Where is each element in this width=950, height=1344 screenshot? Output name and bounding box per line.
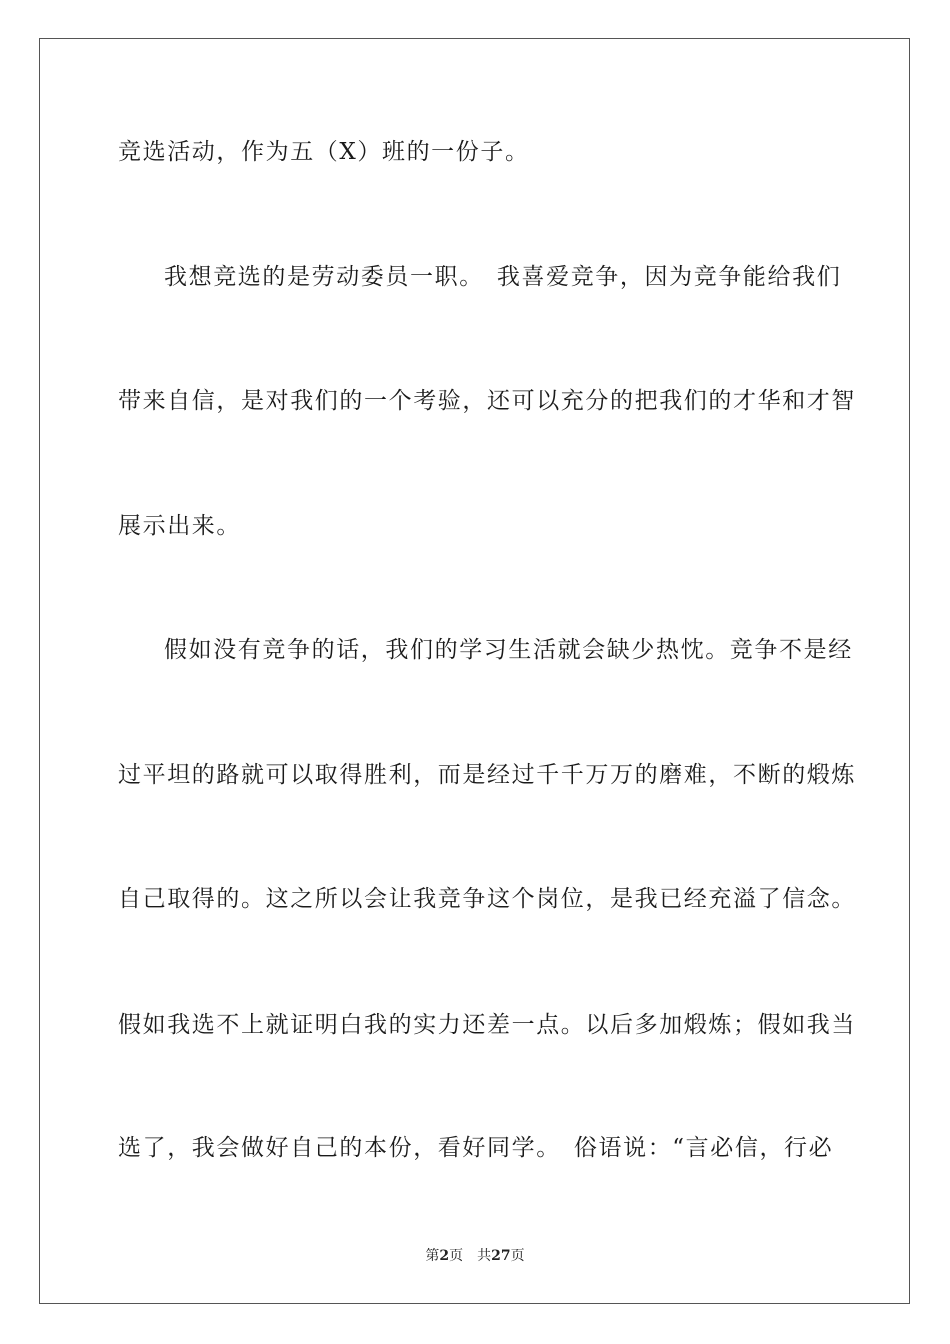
text-line-9: 选了，我会做好自己的本份，看好同学。 俗语说：“言必信，行必 bbox=[118, 1135, 834, 1161]
page-suffix: 页 bbox=[449, 1248, 464, 1264]
total-suffix: 页 bbox=[510, 1248, 525, 1264]
page-number: 2 bbox=[439, 1248, 450, 1264]
text-line-4: 展示出来。 bbox=[118, 513, 241, 539]
text-line-2: 我想竞选的是劳动委员一职。 我喜爱竞争，因为竞争能给我们 bbox=[164, 264, 842, 290]
text-line-3: 带来自信，是对我们的一个考验，还可以充分的把我们的才华和才智 bbox=[118, 388, 856, 414]
total-prefix: 共 bbox=[477, 1248, 492, 1264]
text-line-7: 自己取得的。这之所以会让我竞争这个岗位，是我已经充溢了信念。 bbox=[118, 886, 856, 912]
text-line-8: 假如我选不上就证明白我的实力还差一点。以后多加煅炼；假如我当 bbox=[118, 1012, 856, 1038]
page-border bbox=[39, 38, 910, 1304]
page-footer bbox=[0, 1247, 950, 1265]
text-line-5: 假如没有竞争的话，我们的学习生活就会缺少热忱。竞争不是经 bbox=[164, 637, 853, 663]
page-prefix: 第 bbox=[425, 1248, 440, 1264]
text-line-1: 竞选活动，作为五（X）班的一份子。 bbox=[118, 139, 530, 165]
total-pages: 27 bbox=[491, 1248, 511, 1264]
text-line-6: 过平坦的路就可以取得胜利，而是经过千千万万的磨难，不断的煅炼 bbox=[118, 762, 856, 788]
